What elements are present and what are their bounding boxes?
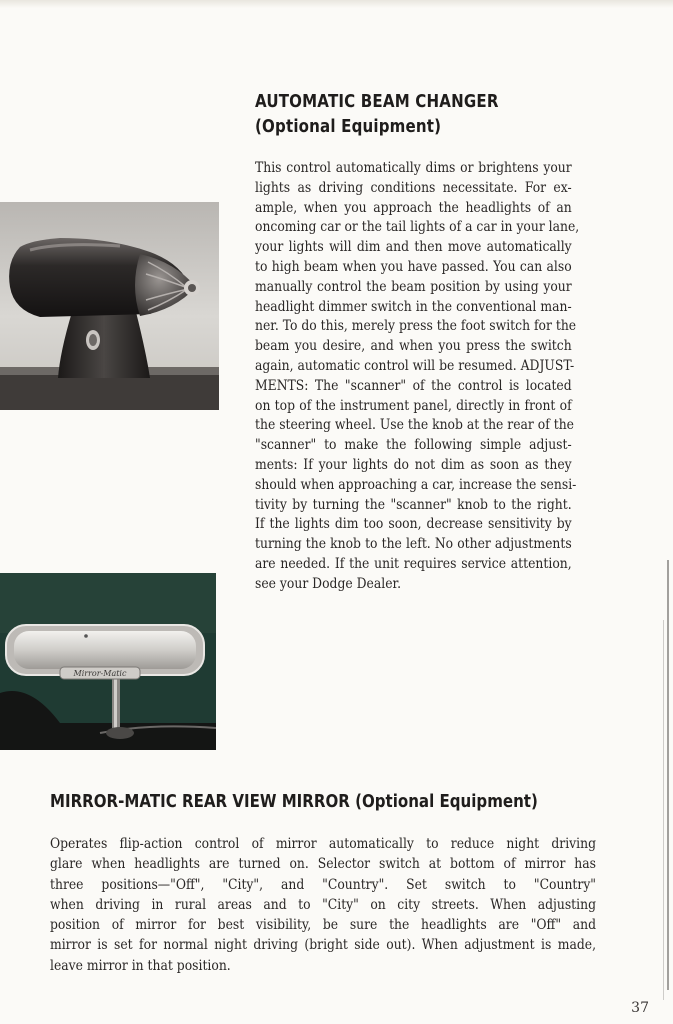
text-line: see your Dodge Dealer.: [255, 575, 402, 592]
text-line: ments: If your lights do not dim as soon as they: [255, 456, 572, 473]
text-line: lights as driving conditions necessitate. For ex-: [255, 179, 572, 196]
text-line: ample, when you approach the headlights of an: [255, 199, 572, 216]
automatic-beam-changer-heading: [255, 90, 565, 140]
text-line: manually control the beam position by using your: [255, 278, 572, 295]
text-line: mirror is set for normal night driving (bright side out). When adjustment is made,: [50, 937, 596, 954]
text-line: your lights will dim and then move automatically: [255, 239, 572, 256]
text-line: when driving in rural areas and to "City" on city streets. When adjusting: [50, 896, 596, 913]
beam-changer-paragraph: [255, 159, 580, 595]
rear-view-mirror-photo: [0, 573, 216, 750]
text-line: MENTS: The "scanner" of the control is located: [255, 377, 572, 394]
text-line: "scanner" to make the following simple adjust-: [255, 437, 572, 454]
heading-subtitle: (Optional Equipment): [255, 117, 442, 137]
text-line: oncoming car or the tail lights of a car in your lane,: [255, 219, 580, 236]
text-line: turning the knob to the left. No other adjustments: [255, 536, 572, 553]
text-line: beam you desire, and when you press the switch: [255, 338, 572, 355]
page-binding-edge-inner: [663, 620, 664, 1000]
text-line: on top of the instrument panel, directly in front of: [255, 397, 572, 414]
text-line: again, automatic control will be resumed. ADJUST-: [255, 357, 575, 374]
heading-title: AUTOMATIC BEAM CHANGER: [255, 92, 499, 112]
text-line: ner. To do this, merely press the foot switch for the: [255, 318, 577, 335]
text-line: three positions—"Off", "City", and "Country". Set switch to "Country": [50, 876, 596, 893]
text-line: Operates flip-action control of mirror automatically to reduce night driving: [50, 836, 596, 852]
mirror-matic-paragraph: [50, 834, 596, 976]
mirror-matic-heading: [50, 790, 566, 815]
heading-title: MIRROR-MATIC REAR VIEW MIRROR: [50, 792, 350, 812]
mirror-matic-badge: Mirror-Matic: [73, 669, 127, 678]
text-line: position of mirror for best visibility, be sure the headlights are "Off" and: [50, 917, 596, 934]
text-line: If the lights dim too soon, decrease sensitivity by: [255, 516, 572, 533]
page-number: 37: [631, 1000, 649, 1016]
page-binding-edge: [667, 560, 669, 990]
text-line: headlight dimmer switch in the conventional man-: [255, 298, 572, 315]
heading-note: (Optional Equipment): [355, 792, 538, 812]
text-line: are needed. If the unit requires service attention,: [255, 555, 572, 572]
text-line: the steering wheel. Use the knob at the rear of the: [255, 417, 574, 434]
page-top-edge: [0, 0, 673, 8]
text-line: glare when headlights are turned on. Selector switch at bottom of mirror has: [50, 856, 596, 873]
beam-changer-photo: [0, 202, 219, 410]
text-line: tivity by turning the "scanner" knob to the right.: [255, 496, 572, 513]
text-line: leave mirror in that position.: [50, 957, 231, 974]
text-line: to high beam when you have passed. You can also: [255, 258, 572, 275]
text-line: This control automatically dims or brightens your: [255, 160, 572, 176]
text-line: should when approaching a car, increase the sensi-: [255, 476, 577, 493]
